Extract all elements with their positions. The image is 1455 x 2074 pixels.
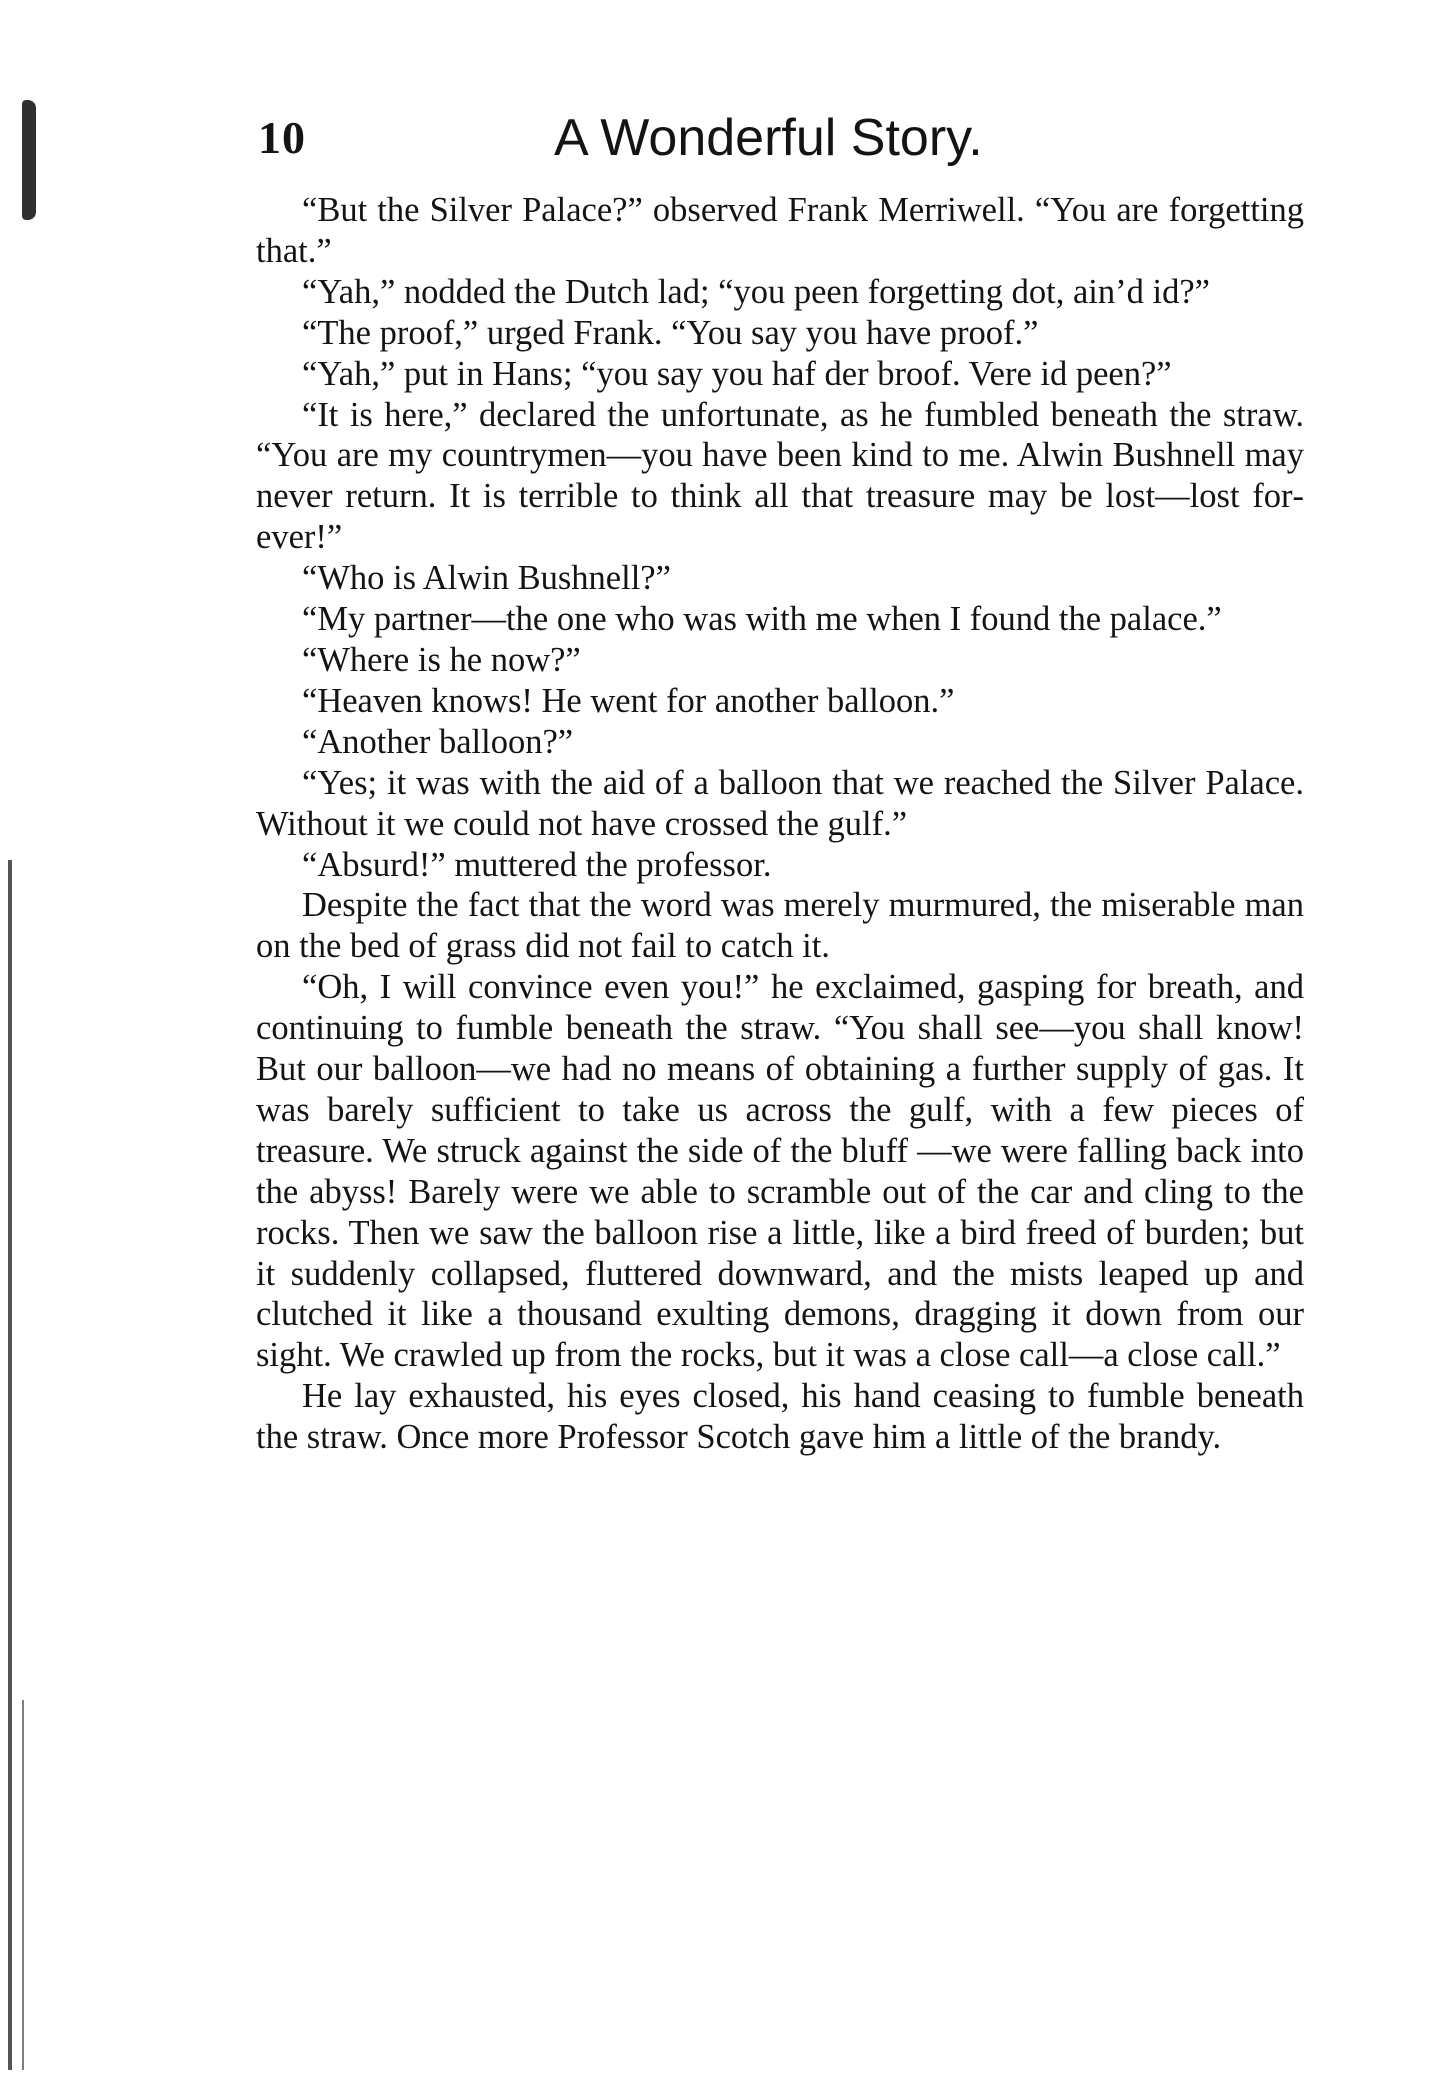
text-body xyxy=(256,190,1304,1458)
paragraph: “Heaven knows! He went for another balloon.” xyxy=(302,681,955,720)
page-header xyxy=(258,102,1308,174)
paragraph: “Who is Alwin Bushnell?” xyxy=(302,559,671,598)
paragraph: “But the Silver Palace?” observed Frank Merriwell. “You are forgetting that.” xyxy=(256,191,1304,270)
paragraph: “Another balloon?” xyxy=(302,722,574,761)
paragraph: “Where is he now?” xyxy=(302,640,581,679)
gutter-line-inner xyxy=(22,1700,24,2070)
page-number: 10 xyxy=(258,112,306,163)
paragraph: “My partner—the one who was with me when I found the palace.” xyxy=(302,600,1222,639)
paragraph: “Yah,” nodded the Dutch lad; “you peen forgetting dot, ain’d id?” xyxy=(302,272,1210,311)
paragraph: “Oh, I will convince even you!” he exclaimed, gasping for breath, and continuing to fumble beneath the straw. “You shall see—you shall know! But our balloon—we had no means of obtaining a further supply of gas. It was barely sufficient to take us across the gulf, with a few pieces of treasure. We struck against the side of the bluff —we were falling back into the abyss! Barely were we able to scramble out of the car and cling to the rocks. Then we saw the balloon rise a little, like a bird freed of burden; but it suddenly collapsed, fluttered downward, and the mists leaped up and clutched it like a thousand exulting demons, dragging it down from our sight. We crawled up from the rocks, but it was a close call—a close call.” xyxy=(256,968,1304,1375)
paragraph: “The proof,” urged Frank. “You say you have proof.” xyxy=(302,313,1039,352)
paragraph: Despite the fact that the word was merely murmured, the miserable man on the bed of grass did not fail to catch it. xyxy=(256,886,1304,966)
paragraph: He lay exhausted, his eyes closed, his hand ceasing to fumble beneath the straw. Once more Professor Scotch gave him a little of the brandy. xyxy=(256,1377,1304,1457)
paragraph: “Yah,” put in Hans; “you say you haf der broof. Vere id peen?” xyxy=(302,354,1172,393)
running-title: A Wonderful Story. xyxy=(554,109,983,167)
paragraph: “It is here,” declared the unfortunate, as he fumbled beneath the straw. “You are my countrymen—you have been kind to me. Alwin Bushnell may never return. It is terrible to think all that treasure may be lost—lost forever!” xyxy=(256,395,1304,557)
gutter-line xyxy=(8,860,12,2070)
paragraph: “Absurd!” muttered the professor. xyxy=(302,845,772,884)
binding-mark xyxy=(22,100,36,220)
paragraph: “Yes; it was with the aid of a balloon that we reached the Silver Palace. Without it we could not have crossed the gulf.” xyxy=(256,763,1304,843)
